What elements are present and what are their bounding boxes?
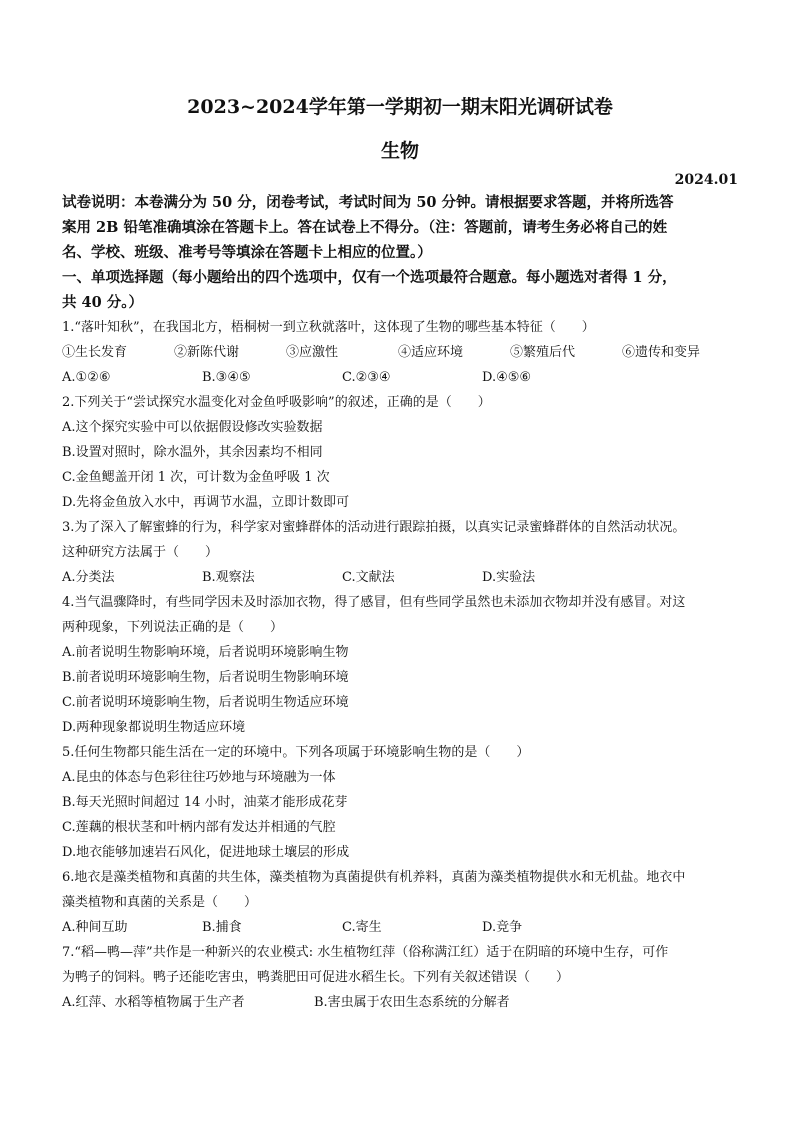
instructions	[62, 190, 738, 265]
option-b: B.观察法	[202, 570, 255, 585]
option-row	[62, 915, 738, 940]
question-stem: 为鸭子的饲料。鸭子还能吃害虫，鸭粪肥田可促进水稻生长。下列有关叙述错误（ ）	[62, 970, 570, 985]
question-stem: 3.为了深入了解蜜蜂的行为，科学家对蜜蜂群体的活动进行跟踪拍摄，以真实记录蜜蜂群体的自然活动状况。	[62, 520, 686, 535]
question-stem: 4.当气温骤降时，有些同学因未及时添加衣物，得了感冒，但有些同学虽然也未添加衣物却并没有感冒。对这	[62, 595, 686, 610]
option-c: C.金鱼鳃盖开闭 1 次，可计数为金鱼呼吸 1 次	[62, 470, 330, 485]
option-c: C.前者说明环境影响生物，后者说明生物适应环境	[62, 695, 349, 710]
option-c: C.莲藕的根状茎和叶柄内部有发达并相通的气腔	[62, 820, 336, 835]
instructions-line: 试卷说明：本卷满分为 50 分，闭卷考试，考试时间为 50 分钟。请根据要求答题，并将所选答	[62, 194, 674, 211]
option-a: A.红萍、水稻等植物属于生产者	[62, 995, 245, 1010]
option-d: D.④⑤⑥	[482, 370, 532, 385]
option-b: B.害虫属于农田生态系统的分解者	[314, 995, 510, 1010]
option-d: D.地衣能够加速岩石风化，促进地球土壤层的形成	[62, 845, 350, 860]
question-stem: 7.“稻—鸭—萍”共作是一种新兴的农业模式: 水生植物红萍（俗称满江红）适于在阴暗的环境中生存，可作	[62, 945, 669, 960]
exam-date: 2024.01	[674, 172, 738, 188]
statement-item: ①生长发育	[62, 345, 128, 360]
option-b: B.前者说明环境影响生物，后者说明生物影响环境	[62, 670, 349, 685]
question-stem: 5.任何生物都只能生活在一定的环境中。下列各项属于环境影响生物的是（ ）	[62, 745, 530, 760]
statement-item: ⑤繁殖后代	[510, 345, 576, 360]
question-stem: 这种研究方法属于（ ）	[62, 545, 219, 560]
question-stem: 2.下列关于“尝试探究水温变化对金鱼呼吸影响”的叙述，正确的是（ ）	[62, 395, 491, 410]
question-3	[62, 515, 738, 590]
question-stem: 两种现象，下列说法正确的是（ ）	[62, 620, 284, 635]
option-c: C.②③④	[342, 370, 391, 385]
option-b: B.③④⑤	[202, 370, 251, 385]
question-1	[62, 315, 738, 390]
question-stem: 6.地衣是藻类植物和真菌的共生体，藻类植物为真菌提供有机养料，真菌为藻类植物提供水和无机盐。地衣中	[62, 870, 686, 885]
question-6	[62, 865, 738, 940]
question-4	[62, 590, 738, 740]
statement-item: ④适应环境	[398, 345, 464, 360]
option-row	[62, 365, 738, 390]
exam-page	[62, 92, 738, 1015]
instructions-line: 案用 2B 铅笔准确填涂在答题卡上。答在试卷上不得分。（注：答题前，请考生务必将自己的姓	[62, 219, 668, 236]
option-d: D.先将金鱼放入水中，再调节水温，立即计数即可	[62, 495, 350, 510]
question-stem: 1.“落叶知秋”，在我国北方，梧桐树一到立秋就落叶，这体现了生物的哪些基本特征（ ）	[62, 320, 595, 335]
question-2	[62, 390, 738, 515]
option-a: A.分类法	[62, 570, 115, 585]
option-row	[62, 565, 738, 590]
section-heading	[62, 265, 738, 315]
statement-item: ⑥遗传和变异	[622, 345, 701, 360]
option-row	[62, 990, 738, 1015]
statement-item: ②新陈代谢	[174, 345, 240, 360]
option-c: C.文献法	[342, 570, 395, 585]
option-a: A.昆虫的体态与色彩往往巧妙地与环境融为一体	[62, 770, 336, 785]
statement-item: ③应激性	[286, 345, 339, 360]
option-b: B.每天光照时间超过 14 小时，油菜才能形成花芽	[62, 795, 348, 810]
exam-title: 2023~2024学年第一学期初一期末阳光调研试卷	[187, 96, 613, 118]
option-d: D.实验法	[482, 570, 536, 585]
option-a: A.前者说明生物影响环境，后者说明环境影响生物	[62, 645, 349, 660]
option-b: B.设置对照时，除水温外，其余因素均不相同	[62, 445, 323, 460]
question-stem: 藻类植物和真菌的关系是（ ）	[62, 895, 258, 910]
instructions-line: 名、学校、班级、准考号等填涂在答题卡上相应的位置。）	[62, 244, 432, 261]
statement-list	[62, 340, 738, 365]
option-a: A.这个探究实验中可以依据假设修改实验数据	[62, 420, 323, 435]
section-heading-line: 一、单项选择题（每小题给出的四个选项中，仅有一个选项最符合题意。每小题选对者得 1 分，	[62, 269, 677, 286]
option-d: D.竞争	[482, 920, 523, 935]
option-b: B.捕食	[202, 920, 242, 935]
option-a: A.①②⑥	[62, 370, 111, 385]
question-5	[62, 740, 738, 865]
option-c: C.寄生	[342, 920, 382, 935]
section-heading-line: 共 40 分。）	[62, 294, 144, 311]
option-a: A.种间互助	[62, 920, 128, 935]
subject-title: 生物	[380, 140, 419, 162]
question-7	[62, 940, 738, 1015]
option-d: D.两种现象都说明生物适应环境	[62, 720, 246, 735]
